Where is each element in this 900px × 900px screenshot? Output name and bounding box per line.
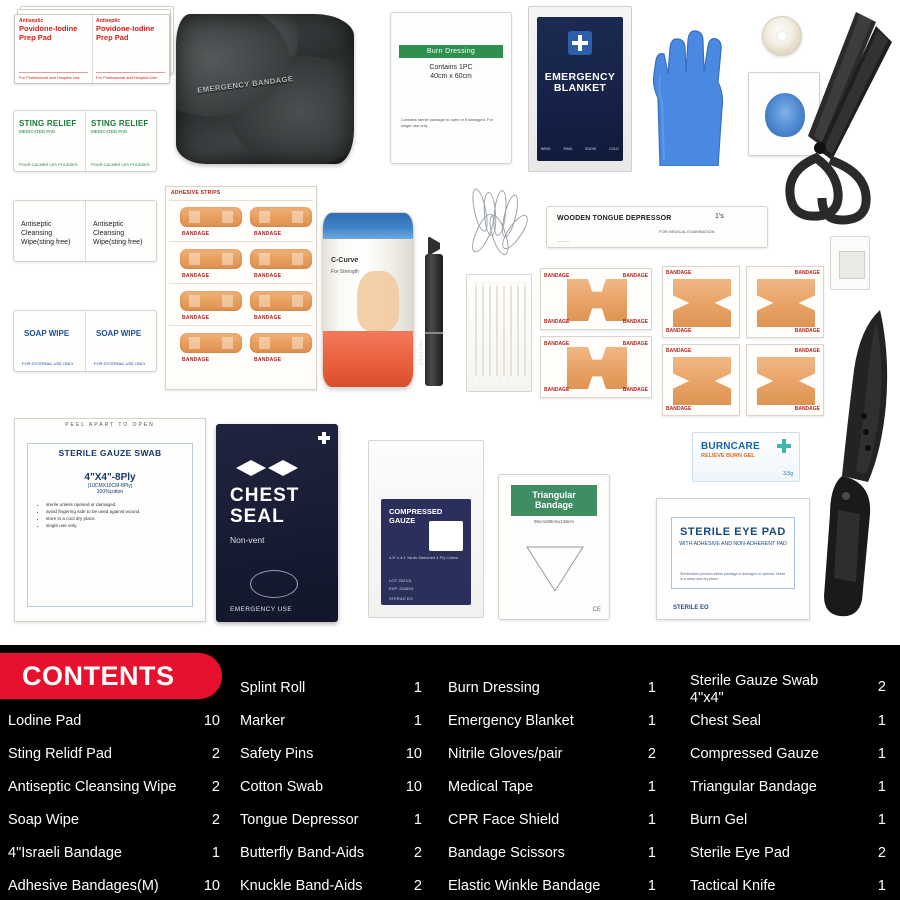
item-name: Tongue Depressor (240, 812, 359, 828)
item-name: Sting Relidf Pad (8, 746, 112, 762)
sting-relief-sub-2: MEDICATED PAD (91, 129, 128, 134)
eye-pad-title: STERILE EYE PAD (680, 526, 786, 538)
knuckle-bandage-packs-3 (662, 344, 740, 416)
bandage-sheet-word-8: BANDAGE (254, 357, 282, 363)
contents-banner (0, 653, 222, 699)
item-qty: 2 (211, 779, 220, 795)
soap-wipe-title-2: SOAP WIPE (96, 329, 142, 338)
item-name: Chest Seal (690, 713, 761, 729)
compressed-gauze-swatch (429, 521, 463, 551)
chest-seal-cross-icon (318, 432, 330, 444)
butterfly-word-7: BANDAGE (544, 387, 570, 393)
gauze-swab-metric: (10CMX10CM-8Ply) (87, 483, 133, 489)
blanket-icon-snow: SNOW (584, 147, 597, 151)
trauma-shears (772, 8, 896, 238)
burn-dressing-line1: Contains 1PC (429, 64, 473, 71)
list-item (240, 771, 436, 804)
item-qty: 1 (647, 779, 656, 795)
gauze-swab-bullet-3: • store in a cool dry place. (46, 515, 184, 522)
list-item (240, 672, 436, 705)
list-item (8, 705, 236, 738)
iodine-pad-footer: For Professional and Hospital Use (19, 72, 88, 80)
burn-gel-title: BURNCARE (701, 441, 760, 452)
list-item (8, 804, 236, 837)
compressed-gauze-lot: LOT: 202101 (389, 578, 412, 583)
item-name: Marker (240, 713, 286, 729)
compressed-gauze-spec: 4.5" x 4.1 Yards Stretched 4 Ply Cotton (389, 555, 459, 560)
butterfly-word-3: BANDAGE (544, 319, 570, 325)
item-qty: 2 (877, 845, 886, 861)
item-qty: 2 (211, 812, 220, 828)
tongue-depressor-title: WOODEN TONGUE DEPRESSOR (557, 215, 672, 222)
compressed-gauze-pouch (368, 440, 484, 618)
compressed-gauze-exp: EXP: 2026/01 (389, 586, 414, 591)
knuckle-word-5: BANDAGE (666, 348, 692, 354)
item-name: Elastic Winkle Bandage (448, 878, 601, 894)
eye-pad-sub: WITH ADHESIVE AND NON-ADHERENT PAD (679, 541, 787, 547)
chest-seal-use: EMERGENCY USE (230, 606, 293, 613)
list-item (8, 771, 236, 804)
item-name: Antiseptic Cleansing Wipe (8, 779, 177, 795)
chest-seal-pouch (216, 424, 338, 622)
knuckle-word-4: BANDAGE (794, 328, 820, 334)
gauze-swab-title: STERILE GAUZE SWAB (58, 448, 162, 458)
burn-gel-sachet (692, 432, 800, 482)
bandage-sheet-word-6: BANDAGE (254, 315, 282, 321)
iodine-pad-title: Povidone-Iodine Prep Pad (19, 24, 78, 42)
compressed-gauze-title: COMPRESSED GAUZE (389, 507, 443, 525)
israeli-bandage-label: EMERGENCY BANDAGE (197, 74, 295, 95)
sting-relief-footer: POUR CALMER LES POUSSES (19, 162, 78, 167)
item-qty: 1 (877, 878, 886, 894)
iodine-pad-antiseptic-label-2: Antiseptic (96, 18, 121, 24)
compressed-gauze-sterile: STERILE EO (389, 596, 413, 601)
eye-pad-sterile-mark: STERILE EO (673, 605, 709, 611)
list-item (448, 771, 670, 804)
triangular-bandage-pouch: Triangular Bandage 96cmx96cmx136cm CE (498, 474, 610, 620)
list-item (448, 837, 670, 870)
butterfly-word-4: BANDAGE (622, 319, 648, 325)
elastic-wrinkle-bandage (830, 236, 870, 290)
bandage-sheet-word-top: ADHESIVE STRIPS (171, 190, 221, 196)
item-name: 4"Israeli Bandage (8, 845, 122, 861)
list-item (690, 771, 900, 804)
blanket-icon-cold: COLD (609, 147, 619, 151)
knuckle-word-2: BANDAGE (666, 328, 692, 334)
list-item (448, 870, 670, 900)
tongue-depressor-qty: 1's (715, 213, 724, 220)
knuckle-word-8: BANDAGE (794, 406, 820, 412)
butterfly-word-8: BANDAGE (622, 387, 648, 393)
item-qty: 10 (203, 878, 220, 894)
list-item (448, 705, 670, 738)
tongue-depressor-sub: FOR MEDICAL EXAMINATION (659, 229, 715, 234)
item-qty: 2 (877, 679, 886, 695)
iodine-pad-footer-2: For Professional and Hospital Use (96, 72, 165, 80)
gauze-bandage-roll (322, 212, 414, 388)
iodine-pad-title-2: Povidone-Iodine Prep Pad (96, 24, 155, 42)
butterfly-word-5: BANDAGE (544, 341, 570, 347)
contents-column-4 (690, 672, 900, 900)
emergency-blanket-bag (528, 6, 632, 172)
item-name: Soap Wipe (8, 812, 79, 828)
item-name: Knuckle Band-Aids (240, 878, 363, 894)
list-item (240, 870, 436, 900)
item-qty: 1 (647, 845, 656, 861)
burn-dressing-note: Contains sterile package to open or if damaged. For single use only (401, 117, 494, 128)
soap-wipe (13, 310, 157, 372)
list-item (690, 738, 900, 771)
list-item (690, 837, 900, 870)
list-item (448, 804, 670, 837)
burn-gel-sub: RELIEVE BURN GEL (701, 453, 755, 459)
list-item (240, 705, 436, 738)
bandage-clip-icon (839, 251, 865, 279)
item-name: Sterile Eye Pad (690, 845, 790, 861)
sting-relief-title-2: STING RELIEF (91, 119, 149, 128)
item-name: Burn Gel (690, 812, 748, 828)
item-name: Bandage Scissors (448, 845, 565, 861)
povidone-iodine-prep-pads (14, 10, 174, 82)
item-qty: 1 (877, 713, 886, 729)
glove-icon (640, 20, 736, 166)
israeli-bandage (176, 14, 354, 164)
list-item (240, 738, 436, 771)
item-name: Compressed Gauze (690, 746, 819, 762)
item-name: Sterile Gauze Swab 4"x4" (690, 673, 819, 707)
butterfly-word-2: BANDAGE (622, 273, 648, 279)
list-item (690, 705, 900, 738)
item-qty: 1 (877, 812, 886, 828)
list-item (690, 672, 900, 705)
item-name: Butterfly Band-Aids (240, 845, 365, 861)
soap-wipe-title: SOAP WIPE (24, 329, 70, 338)
knife-icon (806, 300, 900, 626)
item-name: Tactical Knife (690, 878, 776, 894)
list-item (8, 870, 236, 900)
contents-column-1 (8, 705, 236, 900)
safety-pins (466, 186, 536, 256)
bandage-sheet-word-5: BANDAGE (182, 315, 210, 321)
item-qty: 10 (203, 713, 220, 729)
item-qty: 1 (647, 680, 656, 696)
gauze-swab-size: 4"X4"-8Ply (84, 472, 136, 483)
soap-wipe-footer: FOR EXTERNAL USE ONLY (22, 361, 74, 366)
eye-pad-note: Sterilization product unless package is damaged or opened. Made in a clean and dry place. (680, 571, 786, 581)
item-qty: 1 (647, 878, 656, 894)
antiseptic-wipe-title-2: Antiseptic Cleansing Wipe(sting free) (93, 221, 143, 246)
item-qty: 10 (405, 746, 422, 762)
triangular-bandage-size: 96cmx96cmx136cm (533, 518, 574, 524)
burn-gel-cross-icon (777, 439, 791, 453)
item-qty: 1 (413, 812, 422, 828)
chest-seal-shape-icon (250, 570, 298, 598)
contents-column-3 (448, 672, 670, 900)
nitrile-gloves (640, 20, 736, 166)
list-item (690, 870, 900, 900)
knuckle-word-1: BANDAGE (666, 270, 692, 276)
burn-gel-size: 3.5g (783, 471, 793, 477)
item-name: Emergency Blanket (448, 713, 574, 729)
butterfly-bandage-packs-2 (540, 336, 652, 398)
item-qty: 1 (877, 746, 886, 762)
list-item (690, 804, 900, 837)
item-qty: 2 (647, 746, 656, 762)
burn-dressing-line2: 40cm x 60cm (430, 72, 472, 80)
item-name: Nitrile Gloves/pair (448, 746, 563, 762)
blanket-icon-rain: RAIN (563, 147, 573, 151)
butterfly-word-6: BANDAGE (622, 341, 648, 347)
tongue-depressor-pouch: WOODEN TONGUE DEPRESSOR 1's FOR MEDICAL EXAMINATION ——— (546, 206, 768, 248)
marker-brand: HELTREK (417, 340, 423, 367)
gauze-roll-line: For Strength (331, 269, 359, 275)
contents-panel (0, 645, 900, 900)
list-item (448, 738, 670, 771)
item-name: Safety Pins (240, 746, 314, 762)
item-qty: 2 (413, 878, 422, 894)
antiseptic-wipe-title: Antiseptic Cleansing Wipe(sting free) (21, 221, 71, 246)
item-name: Splint Roll (240, 680, 306, 696)
bandage-sheet-word-4: BANDAGE (254, 273, 282, 279)
chest-seal-vent: Non-vent (230, 535, 265, 546)
item-qty: 1 (413, 680, 422, 696)
sting-relief-sub: MEDICATED PAD (19, 129, 56, 134)
gauze-swab-peel-text: PEEL APART TO OPEN (65, 422, 155, 428)
item-name: Triangular Bandage (690, 779, 817, 795)
soap-wipe-footer-2: FOR EXTERNAL USE ONLY (94, 361, 146, 366)
item-qty: 2 (211, 746, 220, 762)
item-name: CPR Face Shield (448, 812, 560, 828)
list-item (8, 837, 236, 870)
gauze-swab-bullet-4: • single use only. (46, 522, 184, 529)
sting-relief-pads (13, 110, 157, 172)
knuckle-word-6: BANDAGE (666, 406, 692, 412)
gauze-swab-bullet-2: • avoid fingering side to be used against wound. (46, 508, 184, 515)
sting-relief-title: STING RELIEF (19, 119, 77, 128)
shears-icon (772, 8, 896, 238)
gauze-swab-bullet-1: • sterile unless opened or damaged. (46, 501, 184, 508)
butterfly-bandage-packs (540, 268, 652, 330)
item-qty: 10 (405, 779, 422, 795)
chest-seal-title: CHEST SEAL (230, 485, 300, 527)
item-qty: 1 (647, 713, 656, 729)
knuckle-word-7: BANDAGE (794, 348, 820, 354)
item-qty: 1 (413, 713, 422, 729)
list-item (8, 738, 236, 771)
item-qty: 1 (877, 779, 886, 795)
blanket-cross-icon (568, 31, 592, 55)
item-qty: 1 (211, 845, 220, 861)
bandage-sheet-word-1: BANDAGE (182, 231, 210, 237)
item-qty: 2 (413, 845, 422, 861)
emergency-blanket-title: EMERGENCY BLANKET (544, 71, 616, 95)
antiseptic-cleansing-wipe (13, 200, 157, 262)
contents-title: CONTENTS (22, 660, 175, 691)
list-item (240, 804, 436, 837)
bandage-sheet-word-3: BANDAGE (182, 273, 210, 279)
item-name: Burn Dressing (448, 680, 540, 696)
bandage-sheet-word-7: BANDAGE (182, 357, 210, 363)
knuckle-bandage-packs (662, 266, 740, 338)
item-name: Adhesive Bandages(M) (8, 878, 159, 894)
contents-column-2 (240, 672, 436, 900)
triangular-bandage-icon (499, 539, 611, 599)
adhesive-bandage-sheet (165, 186, 317, 390)
gauze-swab-cotton: 100%cotton (96, 489, 124, 495)
sterile-gauze-swab-pouch (14, 418, 206, 622)
permanent-marker (417, 236, 446, 388)
sting-relief-footer-2: POUR CALMER LES POUSSES (91, 162, 150, 167)
item-name: Lodine Pad (8, 713, 82, 729)
cotton-swabs (466, 274, 532, 392)
burn-dressing-pouch (390, 12, 512, 164)
sterile-eye-pad-box (656, 498, 810, 620)
list-item (240, 837, 436, 870)
burn-dressing-bar: Burn Dressing (399, 45, 503, 58)
bandage-sheet-word-2: BANDAGE (254, 231, 282, 237)
item-name: Medical Tape (448, 779, 534, 795)
iodine-pad-antiseptic-label: Antiseptic (19, 18, 44, 24)
item-qty: 1 (647, 812, 656, 828)
knuckle-word-3: BANDAGE (794, 270, 820, 276)
blanket-icon-wind: WIND (541, 147, 551, 151)
tactical-knife (806, 300, 900, 626)
triangular-bandage-title: Triangular Bandage (511, 485, 597, 516)
gauze-roll-brand: C-Curve (331, 257, 359, 264)
butterfly-word-1: BANDAGE (544, 273, 570, 279)
list-item (448, 672, 670, 705)
item-name: Cotton Swab (240, 779, 324, 795)
